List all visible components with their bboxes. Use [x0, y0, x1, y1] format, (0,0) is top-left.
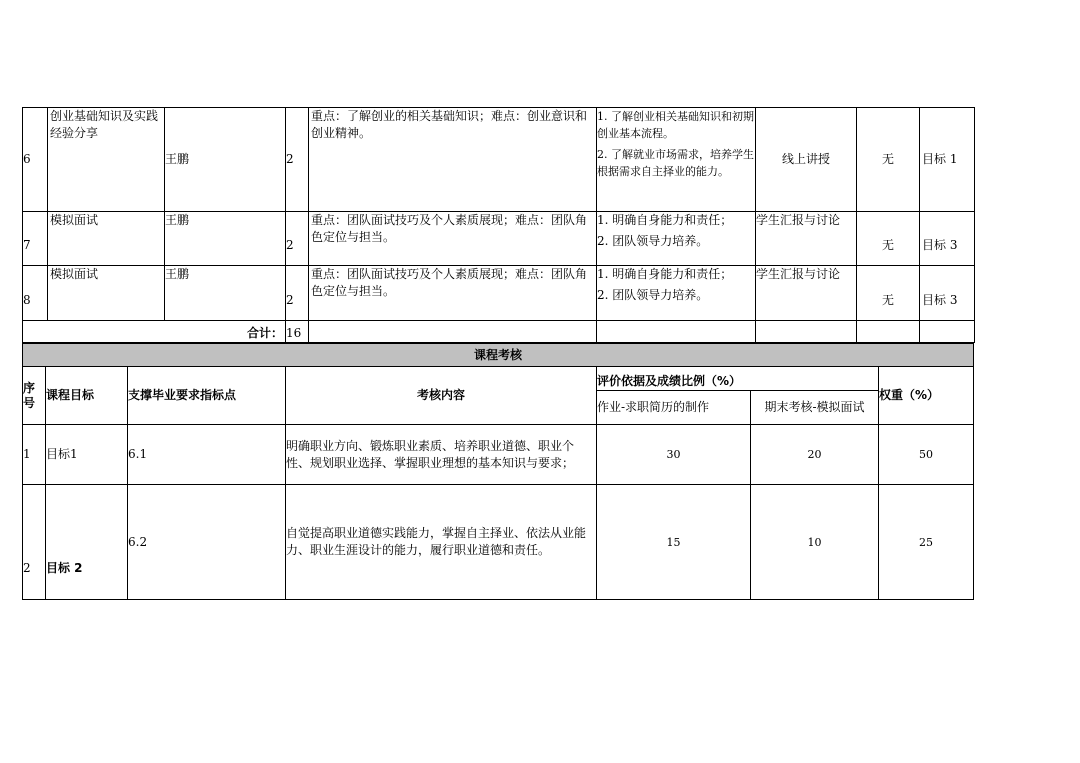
topic-cell: 模拟面试 [48, 212, 165, 266]
total-row [23, 321, 975, 343]
target-cell: 目标 1 [920, 108, 975, 212]
row-number: 8 [23, 266, 48, 321]
col-header-weight: 权重（%） [879, 367, 974, 425]
experiment-cell: 无 [857, 212, 920, 266]
weight-cell: 50 [879, 425, 974, 485]
schedule-row [23, 108, 975, 212]
teaching-method-cell: 学生汇报与讨论 [756, 266, 857, 321]
hours-cell: 2 [286, 266, 309, 321]
experiment-cell: 无 [857, 108, 920, 212]
col-header-basis: 评价依据及成绩比例（%） [597, 367, 879, 391]
teaching-method-cell: 线上讲授 [756, 108, 857, 212]
teacher-cell: 王鹏 [165, 108, 286, 212]
topic-cell: 模拟面试 [48, 266, 165, 321]
score-homework: 30 [597, 425, 751, 485]
content-cell: 重点：了解创业的相关基础知识；难点：创业意识和创业精神。 [309, 108, 597, 212]
empty-cell [597, 321, 756, 343]
col-header-homework: 作业-求职简历的制作 [597, 391, 751, 425]
assessment-row [23, 425, 974, 485]
topic-cell: 创业基础知识及实践经验分享 [48, 108, 165, 212]
col-header-indicator: 支撑毕业要求指标点 [128, 367, 286, 425]
goal-cell: 目标 2 [46, 485, 128, 600]
score-final: 20 [751, 425, 879, 485]
col-header-no: 序号 [23, 367, 46, 425]
row-number: 1 [23, 425, 46, 485]
col-header-content: 考核内容 [286, 367, 597, 425]
target-cell: 目标 3 [920, 212, 975, 266]
weight-cell: 25 [879, 485, 974, 600]
empty-cell [756, 321, 857, 343]
score-final: 10 [751, 485, 879, 600]
schedule-row [23, 266, 975, 321]
objective-item: 2. 团队领导力培养。 [597, 234, 709, 248]
assessment-header-row [23, 367, 974, 391]
teacher-cell: 王鹏 [165, 266, 286, 321]
schedule-row [23, 212, 975, 266]
objectives-cell [597, 266, 756, 321]
objective-item: 1. 明确自身能力和责任； [597, 213, 733, 227]
course-assessment-table [22, 343, 974, 600]
assessment-row [23, 485, 974, 600]
content-cell: 重点：团队面试技巧及个人素质展现；难点：团队角色定位与担当。 [309, 266, 597, 321]
assessment-title-row [23, 344, 974, 367]
empty-cell [920, 321, 975, 343]
row-number: 6 [23, 108, 48, 212]
row-number: 7 [23, 212, 48, 266]
total-label: 合计： [23, 321, 286, 343]
score-homework: 15 [597, 485, 751, 600]
content-cell: 重点：团队面试技巧及个人素质展现；难点：团队角色定位与担当。 [309, 212, 597, 266]
experiment-cell: 无 [857, 266, 920, 321]
indicator-cell: 6.1 [128, 425, 286, 485]
objectives-cell [597, 212, 756, 266]
content-cell: 明确职业方向、锻炼职业素质、培养职业道德、职业个性、规划职业选择、掌握职业理想的基本知识与要求； [286, 425, 597, 485]
objectives-cell [597, 108, 756, 212]
row-number: 2 [23, 485, 46, 600]
teaching-method-cell: 学生汇报与讨论 [756, 212, 857, 266]
content-cell: 自觉提高职业道德实践能力，掌握自主择业、依法从业能力、职业生涯设计的能力，履行职业道德和责任。 [286, 485, 597, 600]
assessment-title: 课程考核 [23, 344, 974, 367]
total-hours: 16 [286, 321, 309, 343]
goal-cell: 目标1 [46, 425, 128, 485]
empty-cell [857, 321, 920, 343]
objective-item: 2. 团队领导力培养。 [597, 288, 709, 302]
indicator-cell: 6.2 [128, 485, 286, 600]
target-cell: 目标 3 [920, 266, 975, 321]
course-schedule-table [22, 107, 975, 343]
objective-item: 2. 了解就业市场需求，培养学生根据需求自主择业的能力。 [597, 148, 754, 178]
teacher-cell: 王鹏 [165, 212, 286, 266]
col-header-goal: 课程目标 [46, 367, 128, 425]
hours-cell: 2 [286, 212, 309, 266]
col-header-final: 期末考核-模拟面试 [751, 391, 879, 425]
empty-cell [309, 321, 597, 343]
objective-item: 1. 了解创业相关基础知识和初期创业基本流程。 [597, 110, 754, 140]
hours-cell: 2 [286, 108, 309, 212]
objective-item: 1. 明确自身能力和责任； [597, 267, 733, 281]
